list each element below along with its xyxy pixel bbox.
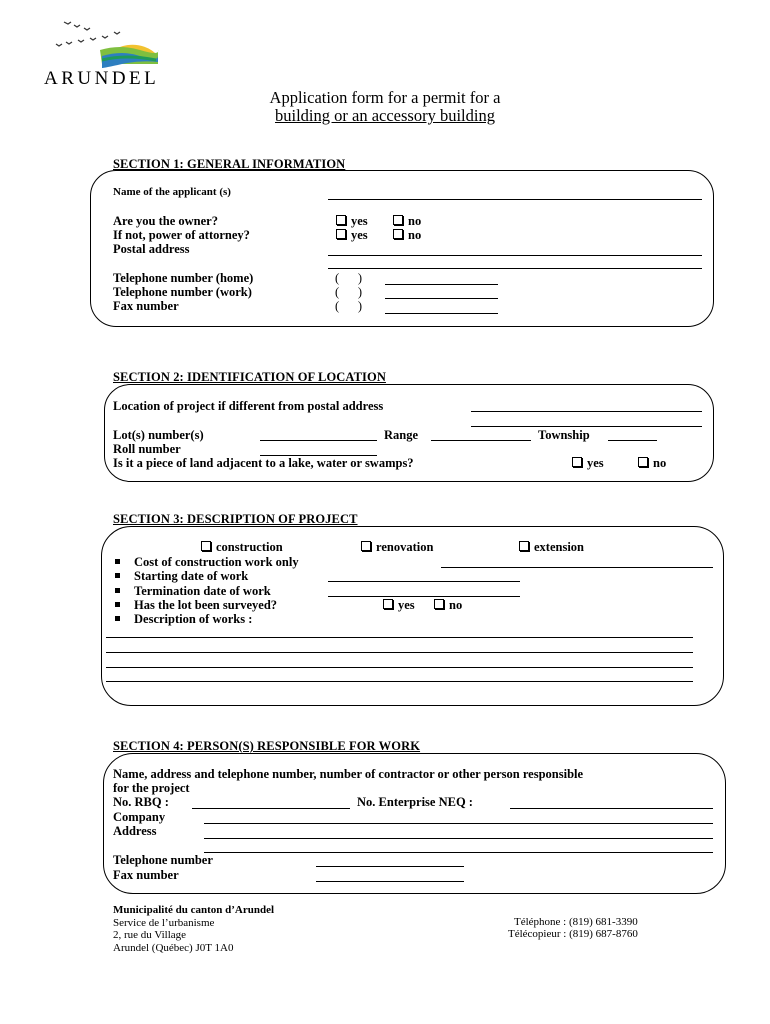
section1-title: SECTION 1: GENERAL INFORMATION [113, 157, 346, 171]
owner-yes-checkbox[interactable] [336, 214, 368, 229]
surveyed-yes-label: yes [398, 598, 415, 612]
checkbox-icon [383, 599, 393, 609]
cost-item [115, 555, 299, 570]
description-item [115, 612, 252, 627]
lake-no-label: no [653, 456, 667, 470]
footer-municipality: Municipalité du canton d’Arundel [113, 904, 275, 916]
checkbox-icon [201, 541, 211, 551]
footer-street: 2, rue du Village [113, 929, 187, 941]
poa-yes-checkbox[interactable] [336, 228, 368, 243]
bullet-icon [115, 616, 120, 621]
s4-fax-field[interactable] [316, 881, 464, 882]
surveyed-no-label: no [449, 598, 463, 612]
s4-tel-field[interactable] [316, 866, 464, 867]
tel-home-field[interactable] [385, 284, 498, 285]
applicant-name-field[interactable] [328, 199, 702, 200]
end-item [115, 584, 271, 599]
bullet-icon [115, 573, 120, 578]
lake-yes-checkbox[interactable] [572, 456, 604, 471]
footer-service: Service de l’urbanisme [113, 916, 215, 929]
description-field-4[interactable] [106, 681, 693, 682]
bullet-icon [115, 602, 120, 607]
description-field-1[interactable] [106, 637, 693, 638]
postal-address-field-1[interactable] [328, 255, 702, 256]
extension-label: extension [534, 540, 584, 554]
arundel-logo [44, 16, 184, 94]
company-field[interactable] [204, 823, 713, 824]
checkbox-icon [393, 229, 403, 239]
location-field-1[interactable] [471, 411, 702, 412]
neq-field[interactable] [510, 808, 713, 809]
construction-checkbox[interactable] [201, 540, 283, 555]
surveyed-item [115, 598, 277, 613]
bullet-icon [115, 559, 120, 564]
fax-field[interactable] [385, 313, 498, 314]
postal-label: Postal address [113, 242, 190, 256]
tel-home-area[interactable]: ( ) [335, 271, 363, 285]
owner-label: Are you the owner? [113, 214, 218, 228]
owner-no-label: no [408, 214, 422, 228]
neq-label: No. Enterprise NEQ : [357, 795, 473, 809]
renovation-checkbox[interactable] [361, 540, 433, 555]
s4-tel-label: Telephone number [113, 853, 213, 867]
end-label: Termination date of work [134, 584, 271, 598]
tel-work-area[interactable]: ( ) [335, 285, 363, 299]
form-title-line2-text: building or an accessory building [275, 106, 495, 125]
cost-label: Cost of construction work only [134, 555, 299, 569]
tel-work-field[interactable] [385, 298, 498, 299]
bullet-icon [115, 588, 120, 593]
company-label: Company [113, 810, 166, 824]
form-title-line2 [0, 106, 770, 126]
logo-wordmark: ARUNDEL [44, 68, 160, 89]
section4-intro-line1: Name, address and telephone number, number of contractor or other person responsible [113, 767, 584, 781]
roll-label: Roll number [113, 442, 181, 456]
checkbox-icon [638, 457, 648, 467]
address-field-1[interactable] [204, 838, 713, 839]
start-item [115, 569, 248, 584]
lake-yes-label: yes [587, 456, 604, 470]
start-field[interactable] [328, 581, 520, 582]
start-label: Starting date of work [134, 569, 249, 583]
location-field-2[interactable] [471, 426, 702, 427]
section2-title: SECTION 2: IDENTIFICATION OF LOCATION [113, 370, 386, 384]
lake-no-checkbox[interactable] [638, 456, 666, 471]
cost-field[interactable] [441, 567, 713, 568]
surveyed-yes-checkbox[interactable] [383, 598, 415, 613]
owner-yes-label: yes [351, 214, 368, 228]
location-label: Location of project if different from postal address [113, 399, 384, 413]
range-field[interactable] [431, 440, 531, 441]
poa-no-label: no [408, 228, 422, 242]
range-label: Range [384, 428, 419, 442]
description-label: Description of works : [134, 612, 253, 626]
surveyed-label: Has the lot been surveyed? [134, 598, 278, 612]
checkbox-icon [336, 215, 346, 225]
tel-work-label: Telephone number (work) [113, 285, 252, 299]
township-label: Township [538, 428, 590, 442]
surveyed-no-checkbox[interactable] [434, 598, 462, 613]
postal-address-field-2[interactable] [328, 268, 702, 269]
applicant-label: Name of the applicant (s) [113, 186, 231, 198]
checkbox-icon [336, 229, 346, 239]
construction-label: construction [216, 540, 283, 554]
rbq-label: No. RBQ : [113, 795, 169, 809]
fax-area[interactable]: ( ) [335, 299, 363, 313]
poa-yes-label: yes [351, 228, 368, 242]
address-field-2[interactable] [204, 852, 713, 853]
section3-title: SECTION 3: DESCRIPTION OF PROJECT [113, 512, 358, 526]
extension-checkbox[interactable] [519, 540, 584, 555]
lots-label: Lot(s) number(s) [113, 428, 204, 442]
poa-no-checkbox[interactable] [393, 228, 421, 243]
footer-fax: Télécopieur : (819) 687-8760 [508, 928, 638, 940]
checkbox-icon [519, 541, 529, 551]
description-field-2[interactable] [106, 652, 693, 653]
address-label: Address [113, 824, 157, 838]
fax-label: Fax number [113, 299, 179, 313]
checkbox-icon [572, 457, 582, 467]
end-field[interactable] [328, 596, 520, 597]
rbq-field[interactable] [192, 808, 350, 809]
s4-fax-label: Fax number [113, 868, 179, 882]
section4-intro-line2: for the project [113, 781, 190, 795]
lots-field[interactable] [260, 440, 377, 441]
poa-label: If not, power of attorney? [113, 228, 250, 242]
description-field-3[interactable] [106, 667, 693, 668]
footer-address-block [113, 904, 274, 954]
logo-emblem [44, 16, 184, 74]
owner-no-checkbox[interactable] [393, 214, 421, 229]
lake-label: Is it a piece of land adjacent to a lake, water or swamps? [113, 456, 414, 470]
section4-title: SECTION 4: PERSON(S) RESPONSIBLE FOR WORK [113, 739, 421, 753]
footer-phone: Téléphone : (819) 681-3390 [514, 916, 638, 928]
township-field[interactable] [608, 440, 657, 441]
checkbox-icon [393, 215, 403, 225]
footer-city: Arundel (Québec) J0T 1A0 [113, 941, 234, 954]
renovation-label: renovation [376, 540, 434, 554]
form-title-line1: Application form for a permit for a [269, 88, 501, 107]
checkbox-icon [361, 541, 371, 551]
checkbox-icon [434, 599, 444, 609]
tel-home-label: Telephone number (home) [113, 271, 254, 285]
